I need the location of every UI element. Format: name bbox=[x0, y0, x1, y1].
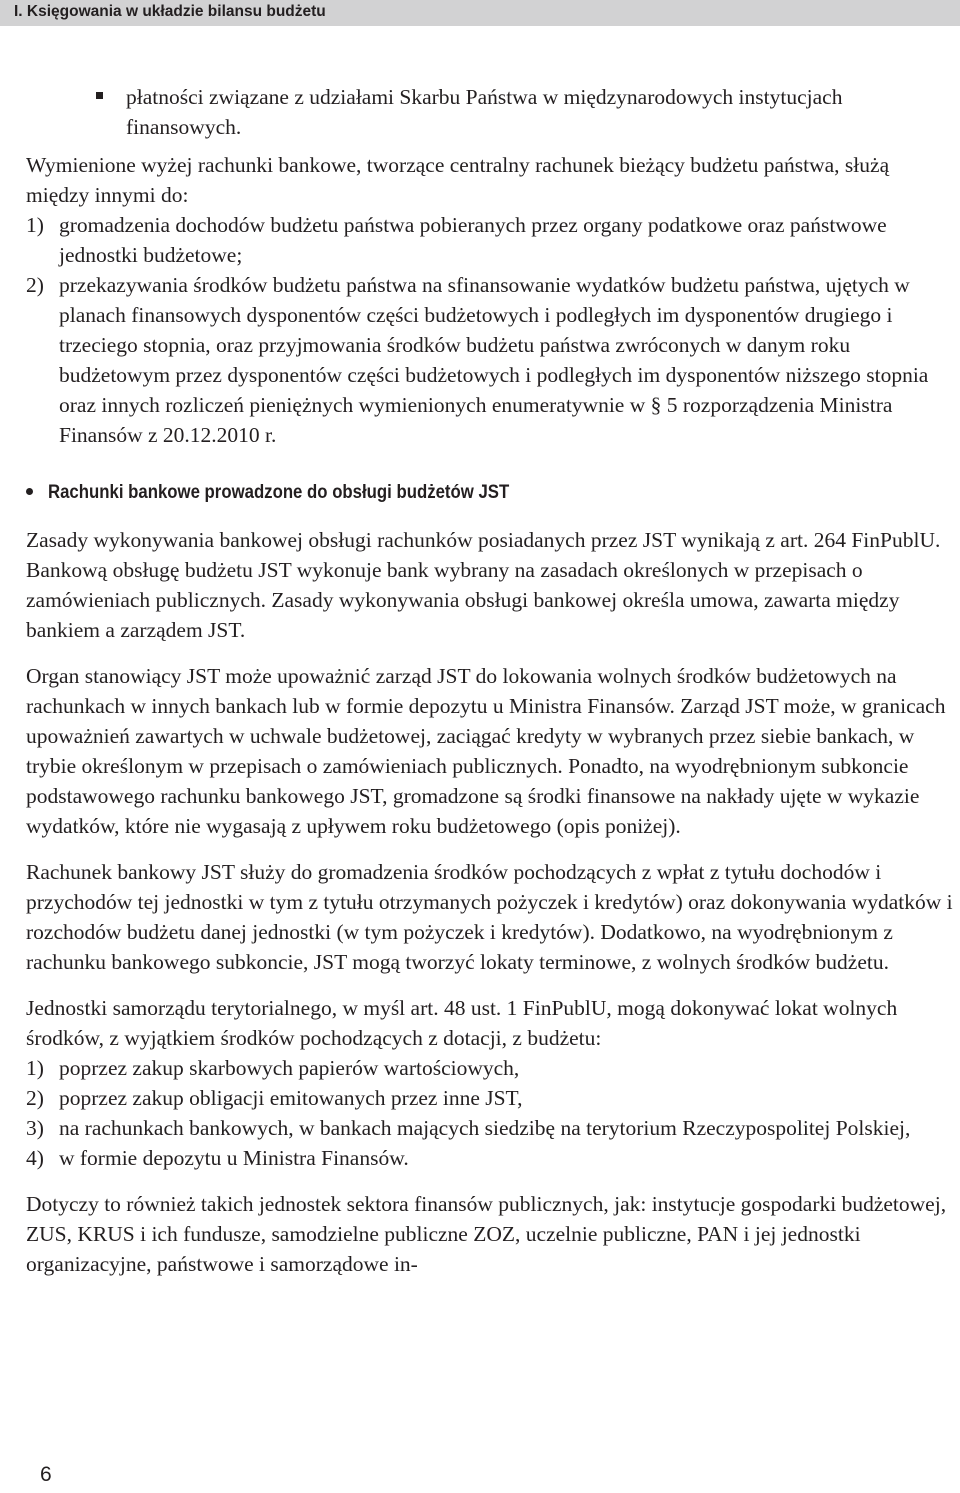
section-heading bbox=[26, 476, 956, 507]
item-number: 1) bbox=[26, 1056, 44, 1080]
numbered-item bbox=[26, 210, 956, 270]
item-number: 2) bbox=[26, 273, 44, 297]
numbered-item bbox=[26, 1143, 956, 1173]
item-text: poprzez zakup skarbowych papierów wartościowych, bbox=[59, 1056, 520, 1080]
item-text: na rachunkach bankowych, w bankach mających siedzibę na terytorium Rzeczypospolitej Polskiej, bbox=[59, 1116, 911, 1140]
item-number: 2) bbox=[26, 1086, 44, 1110]
paragraph-2: Zasady wykonywania bankowej obsługi rachunków posiadanych przez JST wynikają z art. 264 FinPublU. Bankową obsługę budżetu JST wykonuje bank wybrany na zasadach określonych w przepisach o zamówieniach publicznych. Zasady wykonywania obsługi bankowej określa umowa, zawarta między bankiem a zarządem JST. bbox=[26, 528, 941, 642]
chapter-header-bar bbox=[0, 0, 960, 26]
paragraph-1: Wymienione wyżej rachunki bankowe, tworzące centralny rachunek bieżący budżetu państwa, służą między innymi do: bbox=[26, 153, 890, 207]
item-number: 1) bbox=[26, 213, 44, 237]
page-number: 6 bbox=[40, 1463, 52, 1486]
item-text: przekazywania środków budżetu państwa na sfinansowanie wydatków budżetu państwa, ujętych w planach finansowych dysponentów części budżetowych i podległych im dysponentów drugiego i trzeciego stopnia, oraz przyjmowania środków budżetu państwa zwróconych w danym roku budżetowym przez dysponentów części budżetowych i podległych im dysponentów niższego stopnia oraz innych rozliczeń pieniężnych wymienionych enumeratywnie w § 5 rozporządzenia Ministra Finansów z 20.12.2010 r. bbox=[59, 273, 929, 447]
numbered-item bbox=[26, 1083, 956, 1113]
paragraph-6: Dotyczy to również takich jednostek sektora finansów publicznych, jak: instytucje gospodarki budżetowej, ZUS, KRUS i ich fundusze, samodzielne publiczne ZOZ, uczelnie publiczne, PAN i jej jednostki organizacyjne, państwowe i samorządowe in- bbox=[26, 1192, 947, 1276]
paragraph-5: Jednostki samorządu terytorialnego, w myśl art. 48 ust. 1 FinPublU, mogą dokonywać lokat wolnych środków, z wyjątkiem środków pochodzących z dotacji, z budżetu: bbox=[26, 996, 898, 1050]
item-text: w formie depozytu u Ministra Finansów. bbox=[59, 1146, 409, 1170]
bullet-text: płatności związane z udziałami Skarbu Państwa w międzynarodowych instytucjach finansowych. bbox=[126, 85, 843, 139]
round-bullet-icon bbox=[26, 488, 33, 495]
item-text: poprzez zakup obligacji emitowanych przez inne JST, bbox=[59, 1086, 523, 1110]
numbered-item bbox=[26, 1053, 956, 1083]
numbered-item bbox=[26, 1113, 956, 1143]
square-bullet-icon bbox=[96, 92, 103, 99]
item-number: 4) bbox=[26, 1146, 44, 1170]
section-heading-text: Rachunki bankowe prowadzone do obsługi budżetów JST bbox=[48, 481, 510, 503]
paragraph-4: Rachunek bankowy JST służy do gromadzenia środków pochodzących z wpłat z tytułu dochodów i przychodów tej jednostki w tym z tytułu otrzymanych pożyczek i kredytów) oraz dokonywania wydatków i rozchodów budżetu danej jednostki (w tym pożyczek i kredytów). Dodatkowo, na wyodrębnionym z rachunku bankowego subkoncie, JST mogą tworzyć lokaty terminowe, z wolnych środków budżetu. bbox=[26, 860, 953, 974]
chapter-title: I. Księgowania w układzie bilansu budżetu bbox=[14, 3, 326, 20]
numbered-item bbox=[26, 270, 956, 450]
square-bullet-item bbox=[26, 82, 956, 142]
page-content bbox=[26, 82, 956, 1279]
item-text: gromadzenia dochodów budżetu państwa pobieranych przez organy podatkowe oraz państwowe jednostki budżetowe; bbox=[59, 213, 887, 267]
item-number: 3) bbox=[26, 1116, 44, 1140]
paragraph-3: Organ stanowiący JST może upoważnić zarząd JST do lokowania wolnych środków budżetowych na rachunkach w innych bankach lub w formie depozytu u Ministra Finansów. Zarząd JST może, w granicach upoważnień zawartych w uchwale budżetowej, zaciągać kredyty w wybranych przez siebie bankach, w trybie określonym w przepisach o zamówieniach publicznych. Ponadto, na wyodrębnionym subkoncie podstawowego rachunku bankowego JST, gromadzone są środki finansowe na nakłady ujęte w wykazie wydatków, które nie wygasają z upływem roku budżetowego (opis poniżej). bbox=[26, 664, 946, 838]
